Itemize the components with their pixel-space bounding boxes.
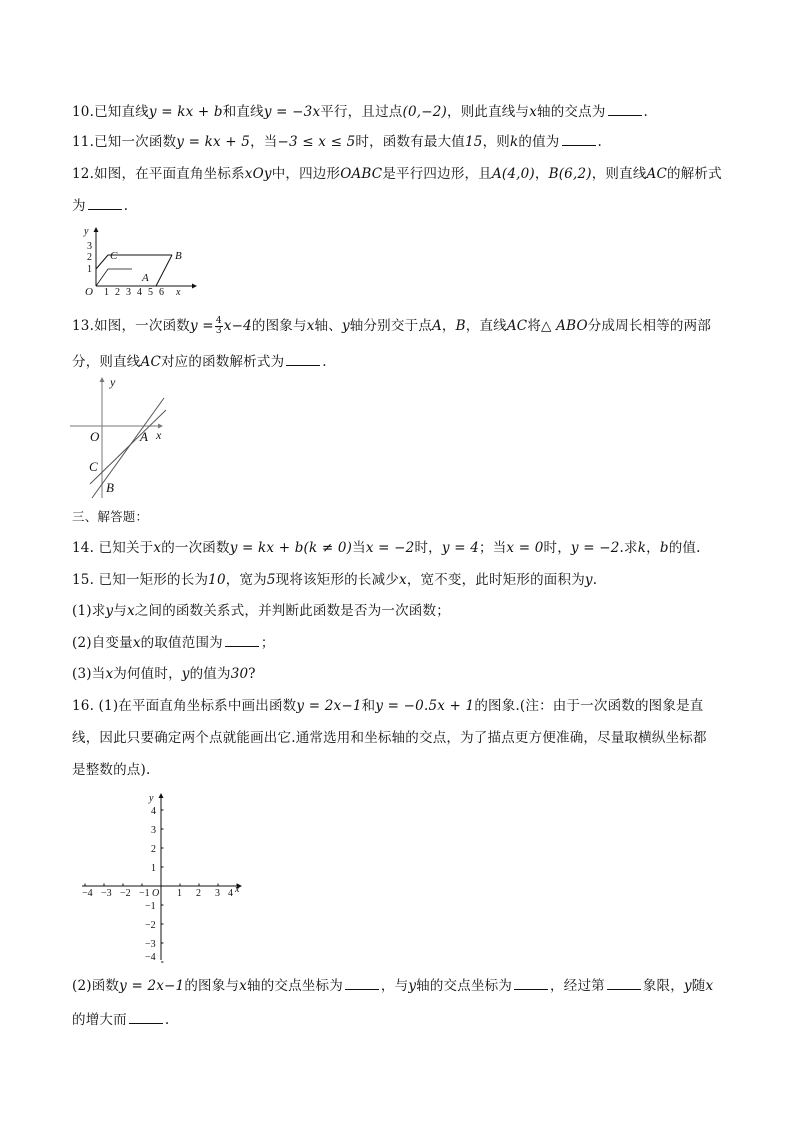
q15-text-2: ，宽为 bbox=[225, 572, 267, 588]
point-b-label: B bbox=[106, 480, 114, 495]
q15-p2-end: ； bbox=[260, 635, 275, 651]
q15-p2-text: (2)自变量 bbox=[72, 635, 133, 651]
q10-point: (0,−2) bbox=[402, 104, 447, 120]
q13-b: B bbox=[455, 318, 466, 334]
q14-val-1: y = 4 bbox=[441, 540, 479, 556]
q15-p1-x: x bbox=[126, 603, 135, 619]
q15-y: y bbox=[584, 572, 593, 588]
q14-text-4: 时， bbox=[414, 540, 442, 556]
y-axis-arrow-icon bbox=[94, 227, 99, 232]
q16-p2-end: . bbox=[164, 1012, 170, 1028]
x-tick-label: −2 bbox=[120, 888, 131, 899]
q16-p2-text-8: 随 bbox=[691, 978, 706, 994]
q12-text-2: 中，四边形 bbox=[271, 166, 341, 182]
q13-text: 13.如图，一次函数 bbox=[72, 318, 190, 334]
q12-text-5: 的解析式 bbox=[667, 166, 722, 182]
q14-x: x bbox=[153, 540, 162, 556]
q16-p2-text-7: 象限， bbox=[642, 978, 684, 994]
origin-label: O bbox=[152, 888, 160, 899]
q13-end: . bbox=[322, 354, 327, 370]
q14-eq: y = kx + b(k ≠ 0) bbox=[229, 540, 353, 556]
q16-p2-y: y bbox=[408, 978, 417, 994]
answer-blank[interactable] bbox=[607, 977, 641, 990]
q16-p2-text-4: ，与 bbox=[380, 978, 409, 994]
x-tick-label: 1 bbox=[177, 888, 182, 899]
y-axis-label: y bbox=[110, 375, 116, 389]
question-15 bbox=[72, 570, 597, 590]
x-tick-label: −4 bbox=[82, 888, 93, 899]
q16-p2-text-2: 的图象与 bbox=[184, 978, 240, 994]
q15-p3-value: 30 bbox=[230, 666, 249, 682]
point-b-label: B bbox=[175, 250, 182, 262]
q13-x: x bbox=[306, 318, 315, 334]
q15-p3-x: x bbox=[105, 666, 114, 682]
q16-p2-text-5: 轴的交点坐标为 bbox=[416, 978, 513, 994]
question-16-part-2-line-2 bbox=[72, 1010, 169, 1030]
q16-p2-x: x bbox=[239, 978, 247, 994]
x-axis-arrow-icon bbox=[192, 284, 197, 289]
question-13-line-2 bbox=[72, 352, 327, 372]
q13-a: A bbox=[431, 318, 442, 334]
q14-text: 14. 已知关于 bbox=[72, 540, 154, 556]
q16-p2-text: (2)函数 bbox=[72, 978, 120, 994]
answer-blank[interactable] bbox=[286, 353, 320, 366]
q14-text-9: 的值. bbox=[668, 540, 701, 556]
q14-text-7: .求 bbox=[619, 540, 638, 556]
x-tick-label: −3 bbox=[101, 888, 112, 899]
q13-figure bbox=[70, 374, 180, 500]
q12-oabc: OABC bbox=[340, 166, 383, 182]
q16-func-1: y = 2x−1 bbox=[296, 698, 362, 714]
question-16-part-2-line-1 bbox=[72, 976, 713, 996]
q16-func-2: y = −0.5x + 1 bbox=[375, 698, 475, 714]
q13-text-8: 分，则直线 bbox=[72, 354, 141, 370]
q15-text-3: 现将该矩形的长减少 bbox=[275, 572, 399, 588]
question-12-line-2 bbox=[72, 196, 128, 216]
q11-text-3: 时，函数有最大值 bbox=[355, 134, 466, 150]
q13-text-5: ，直线 bbox=[465, 318, 507, 334]
q13-comma: ， bbox=[441, 318, 456, 334]
answer-blank[interactable] bbox=[225, 634, 259, 647]
question-15-part-3 bbox=[72, 664, 256, 684]
q15-p3-text-2: 为何值时， bbox=[113, 666, 182, 682]
q10-text: 10.已知直线 bbox=[72, 104, 149, 120]
q11-text: 11.已知一次函数 bbox=[72, 134, 177, 150]
origin-label: O bbox=[85, 286, 93, 298]
q15-x: x bbox=[398, 572, 407, 588]
line-ac bbox=[90, 410, 166, 484]
q13-eq-rest: x−4 bbox=[223, 318, 252, 334]
answer-blank[interactable] bbox=[514, 977, 548, 990]
y-axis-label: y bbox=[84, 226, 89, 237]
point-c-label: C bbox=[110, 250, 118, 262]
q15-p3-y: y bbox=[181, 666, 190, 682]
parallelogram-left bbox=[96, 269, 132, 286]
point-c-label: C bbox=[89, 459, 98, 474]
q14-cond-2: x = 0 bbox=[506, 540, 544, 556]
q16-p2-x2: x bbox=[705, 978, 714, 994]
x-tick-label: 2 bbox=[196, 888, 201, 899]
q13-ac: AC bbox=[140, 354, 161, 370]
side-ab bbox=[156, 255, 172, 286]
q10-end: . bbox=[643, 104, 649, 120]
answer-blank[interactable] bbox=[88, 197, 122, 210]
q15-p2-x: x bbox=[132, 635, 141, 651]
q14-val-2: y = −2 bbox=[570, 540, 620, 556]
q10-text-5: 轴的交点为 bbox=[537, 104, 606, 120]
x-tick-label: 4 bbox=[137, 287, 142, 298]
section-heading: 三、解答题： bbox=[72, 509, 149, 524]
y-tick-label: 1 bbox=[151, 863, 156, 874]
q13-triangle: △ ABO bbox=[541, 318, 588, 334]
q12-ac: AC bbox=[646, 166, 668, 182]
q15-p2-text-2: 的取值范围为 bbox=[140, 635, 223, 651]
q16-figure bbox=[78, 790, 250, 962]
q12-text-6: 为 bbox=[72, 198, 86, 214]
y-tick-label: 1 bbox=[87, 264, 92, 275]
q15-p1-text-3: 之间的函数关系式，并判断此函数是否为一次函数； bbox=[134, 603, 450, 619]
q13-text-7: 分成周长相等的两部 bbox=[587, 318, 712, 334]
q11-range: −3 ≤ x ≤ 5 bbox=[277, 134, 356, 150]
y-tick-label: −4 bbox=[145, 952, 156, 963]
question-12-line-1 bbox=[72, 164, 722, 184]
q12-sep: ， bbox=[534, 166, 549, 182]
q13-text-4: 轴分别交于点 bbox=[349, 318, 432, 334]
q16-p2-text-6: ，经过第 bbox=[550, 978, 605, 994]
q14-text-2: 的一次函数 bbox=[161, 540, 230, 556]
numerator: 4 bbox=[215, 316, 222, 326]
question-13-line-1 bbox=[72, 316, 711, 336]
x-tick-label: 3 bbox=[215, 888, 220, 899]
y-tick-label: 4 bbox=[151, 806, 156, 817]
y-axis-label: y bbox=[149, 793, 154, 804]
y-tick-label: 2 bbox=[151, 844, 156, 855]
x-tick-label: 3 bbox=[126, 287, 131, 298]
fraction-4-3 bbox=[215, 317, 223, 336]
q15-p1-y: y bbox=[105, 603, 114, 619]
q15-p1-text: (1)求 bbox=[72, 603, 106, 619]
q16-p2-y2: y bbox=[683, 978, 692, 994]
q14-b: b bbox=[659, 540, 669, 556]
q15-p1-text-2: 与 bbox=[113, 603, 127, 619]
x-tick-label: 2 bbox=[115, 287, 120, 298]
q12-point-a: A(4,0) bbox=[491, 166, 535, 182]
q12-figure bbox=[80, 226, 200, 296]
q16-text-3: 的图象.(注：由于一次函数的图象是直 bbox=[474, 698, 704, 714]
y-tick-label: −3 bbox=[145, 939, 156, 950]
q13-ac: AC bbox=[506, 318, 528, 334]
q13-text-2: 的图象与 bbox=[251, 318, 307, 334]
q10-eq2: y = −3x bbox=[263, 104, 321, 120]
q11-max: 15 bbox=[465, 134, 483, 150]
q14-text-5: ；当 bbox=[479, 540, 507, 556]
y-tick-label: 3 bbox=[151, 825, 156, 836]
x-tick-label: 4 bbox=[228, 888, 233, 899]
q15-end: . bbox=[592, 572, 598, 588]
q13-y: y bbox=[341, 318, 350, 334]
q13-text-6: 将 bbox=[527, 318, 542, 334]
q15-width: 5 bbox=[266, 572, 276, 588]
line-ab bbox=[92, 398, 164, 498]
q11-text-5: 的值为 bbox=[518, 134, 560, 150]
q15-text-4: ，宽不变，此时矩形的面积为 bbox=[406, 572, 585, 588]
q11-end: . bbox=[597, 134, 603, 150]
q12-end: . bbox=[123, 198, 129, 214]
q15-p3-end: ? bbox=[248, 666, 256, 682]
y-axis-arrow-icon bbox=[159, 793, 164, 798]
x-tick-label: 6 bbox=[159, 287, 164, 298]
x-tick-label: 1 bbox=[104, 287, 109, 298]
q11-text-4: ，则 bbox=[482, 134, 511, 150]
q14-text-3: 当 bbox=[352, 540, 366, 556]
q12-xoy: xOy bbox=[244, 166, 272, 182]
origin-label: O bbox=[90, 429, 100, 444]
question-16-line-1 bbox=[72, 696, 704, 716]
q15-p3-text-3: 的值为 bbox=[189, 666, 231, 682]
q14-k: k bbox=[637, 540, 647, 556]
side-oc bbox=[96, 255, 108, 269]
y-tick-label: 3 bbox=[87, 241, 92, 252]
q13-text-3: 轴、 bbox=[314, 318, 342, 334]
q16-p2-text-3: 轴的交点坐标为 bbox=[247, 978, 343, 994]
question-16-line-2: 线，因此只要确定两个点就能画出它.通常选用和坐标轴的交点，为了描点更方便准确，尽量取横纵坐标都 bbox=[72, 730, 707, 746]
question-15-part-1 bbox=[72, 601, 450, 621]
q10-x: x bbox=[529, 104, 538, 120]
answer-blank[interactable] bbox=[345, 977, 379, 990]
question-11 bbox=[72, 132, 602, 152]
q10-text-2: 和直线 bbox=[222, 104, 264, 120]
q15-text: 15. 已知一矩形的长为 bbox=[72, 572, 209, 588]
q15-length: 10 bbox=[208, 572, 226, 588]
q10-eq1: y = kx + b bbox=[148, 104, 223, 120]
q16-p2-func: y = 2x−1 bbox=[119, 978, 185, 994]
q13-y-eq: y = bbox=[189, 318, 214, 334]
y-tick-label: 2 bbox=[87, 252, 92, 263]
q10-text-4: ，则此直线与 bbox=[447, 104, 530, 120]
q12-text: 12.如图，在平面直角坐标系 bbox=[72, 166, 245, 182]
y-axis-arrow-icon bbox=[100, 377, 105, 382]
q11-k: k bbox=[510, 134, 519, 150]
q14-text-8: ， bbox=[646, 540, 660, 556]
answer-blank[interactable] bbox=[608, 103, 642, 116]
question-16-line-3: 是整数的点). bbox=[72, 762, 151, 778]
q14-text-6: 时， bbox=[543, 540, 571, 556]
x-tick-label: −1 bbox=[139, 888, 150, 899]
q16-p2-text-9: 的增大而 bbox=[72, 1012, 127, 1028]
q16-text-2: 和 bbox=[361, 698, 376, 714]
answer-blank[interactable] bbox=[562, 133, 596, 146]
question-10 bbox=[72, 102, 648, 122]
question-14 bbox=[72, 538, 701, 558]
x-tick-label: 5 bbox=[148, 287, 153, 298]
q10-text-3: 平行，且过点 bbox=[320, 104, 403, 120]
q11-text-2: ，当 bbox=[250, 134, 278, 150]
y-tick-label: −2 bbox=[145, 920, 156, 931]
point-a-label: A bbox=[142, 272, 149, 284]
x-axis-label: x bbox=[176, 287, 181, 298]
x-axis-label: x bbox=[156, 428, 162, 442]
q12-text-4: ，则直线 bbox=[591, 166, 647, 182]
answer-blank[interactable] bbox=[129, 1011, 163, 1024]
q16-text: 16. (1)在平面直角坐标系中画出函数 bbox=[72, 698, 297, 714]
q12-point-b: B(6,2) bbox=[548, 166, 592, 182]
q14-cond-1: x = −2 bbox=[365, 540, 415, 556]
point-a-label: A bbox=[140, 429, 148, 444]
q13-text-9: 对应的函数解析式为 bbox=[160, 354, 285, 370]
q15-p3-text: (3)当 bbox=[72, 666, 106, 682]
q11-eq: y = kx + 5 bbox=[176, 134, 251, 150]
q12-text-3: 是平行四边形，且 bbox=[382, 166, 492, 182]
x-axis-label: x bbox=[235, 884, 240, 895]
question-15-part-2 bbox=[72, 633, 275, 653]
denominator: 3 bbox=[215, 326, 222, 336]
y-tick-label: −1 bbox=[145, 901, 156, 912]
